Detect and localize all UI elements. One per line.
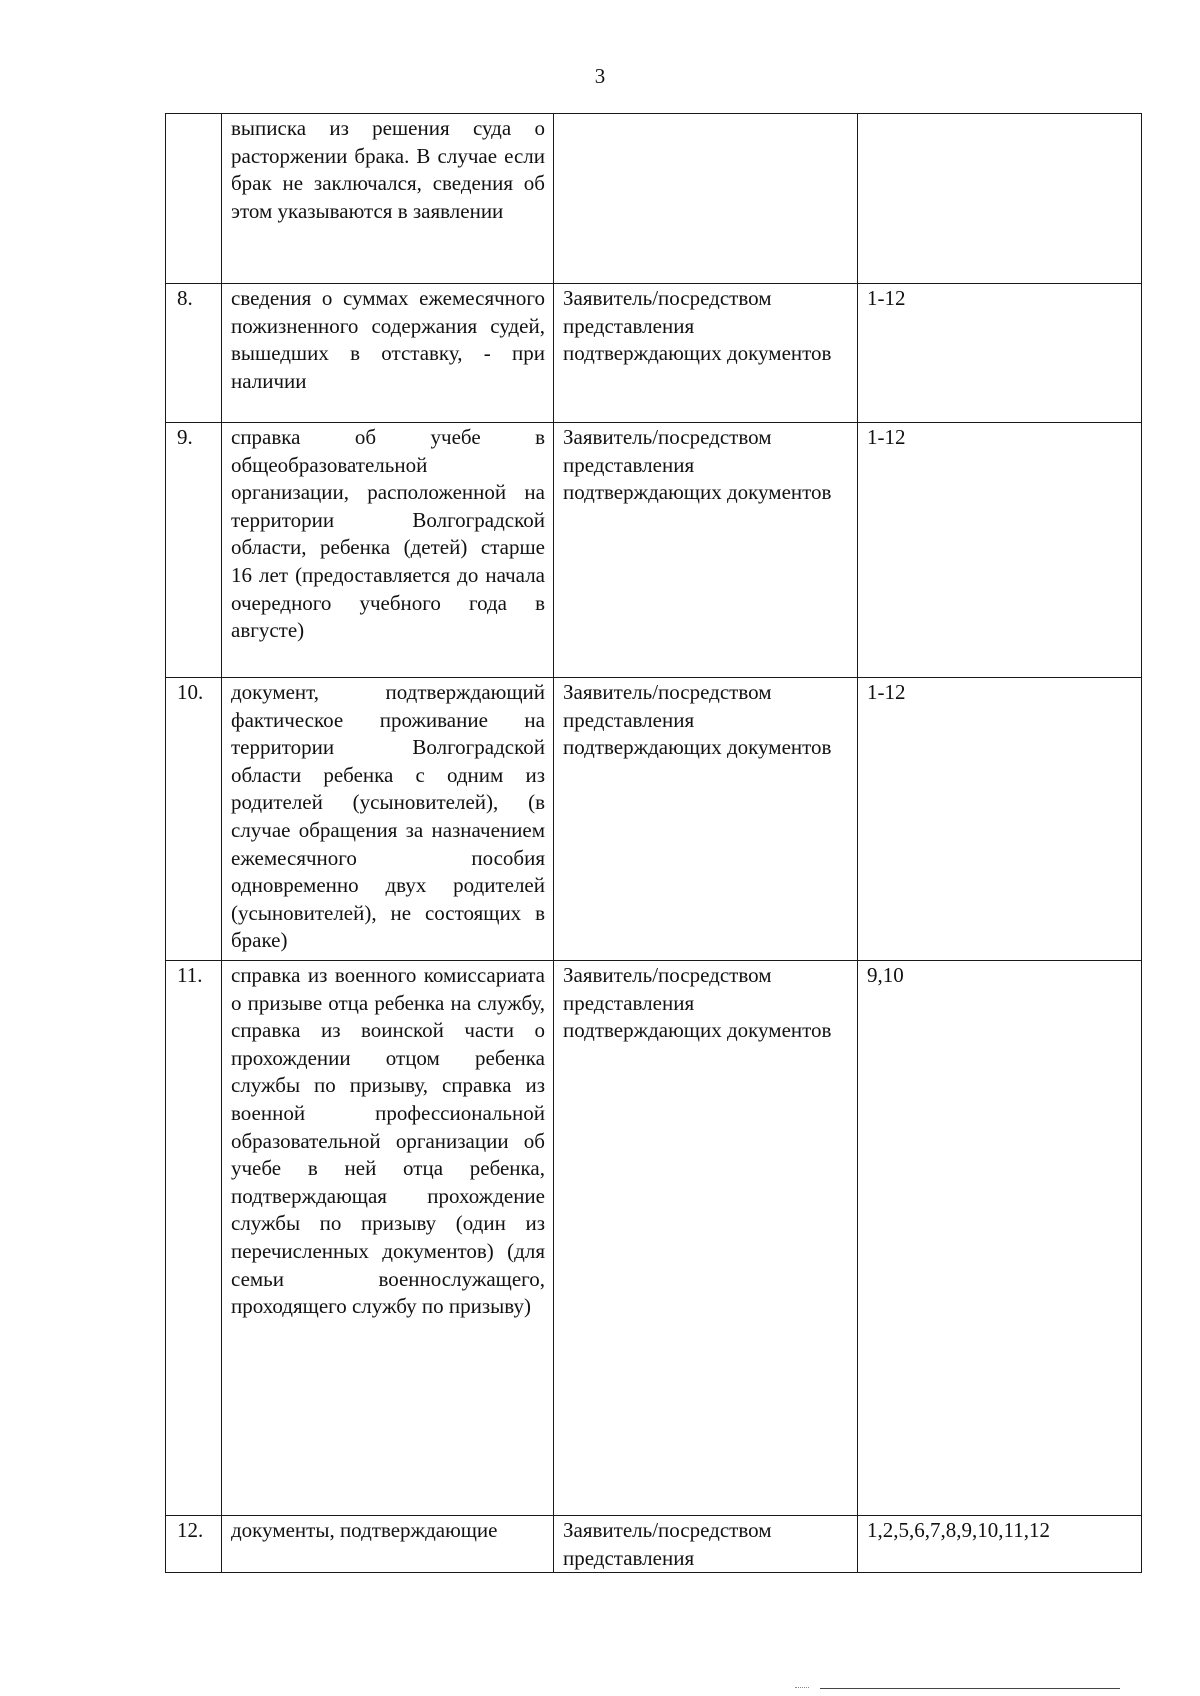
applicable-categories: 1-12: [858, 678, 1142, 961]
row-number: [166, 114, 222, 284]
document-source: Заявитель/посредством представления подтверждающих документов: [554, 284, 858, 423]
footer-rule: [820, 1688, 1120, 1689]
row-number: 9.: [166, 423, 222, 678]
table-row: [166, 284, 1142, 423]
footer-dots: [795, 1687, 809, 1688]
applicable-categories: 1-12: [858, 284, 1142, 423]
row-number: 10.: [166, 678, 222, 961]
document-source: Заявитель/посредством представления подтверждающих документов: [554, 961, 858, 1516]
table-row: [166, 114, 1142, 284]
document-name: справка из военного комиссариата о призыве отца ребенка на службу, справка из воинской части о прохождении отцом ребенка службы по призыву, справка из военной профессиональной образовательной организации об учебе в ней отца ребенка, подтверждающая прохождение службы по призыву (один из перечисленных документов) (для семьи военнослужащего, проходящего службу по призыву): [222, 961, 554, 1516]
applicable-categories: 9,10: [858, 961, 1142, 1516]
document-name: документ, подтверждающий фактическое проживание на территории Волгоградской области ребенка с одним из родителей (усыновителей), (в случае обращения за назначением ежемесячного пособия одновременно двух родителей (усыновителей), не состоящих в браке): [222, 678, 554, 961]
row-number: 11.: [166, 961, 222, 1516]
table-row: [166, 423, 1142, 678]
documents-table: [165, 113, 1142, 1573]
document-source: Заявитель/посредством представления подтверждающих документов: [554, 678, 858, 961]
table-row: [166, 961, 1142, 1516]
table-row: [166, 678, 1142, 961]
document-name: сведения о суммах ежемесячного пожизненного содержания судей, вышедших в отставку, - при наличии: [222, 284, 554, 423]
applicable-categories: 1,2,5,6,7,8,9,10,11,12: [858, 1516, 1142, 1573]
document-source: [554, 114, 858, 284]
document-name: выписка из решения суда о расторжении брака. В случае если брак не заключался, сведения об этом указываются в заявлении: [222, 114, 554, 284]
applicable-categories: [858, 114, 1142, 284]
document-name: документы, подтверждающие: [222, 1516, 554, 1573]
row-number: 8.: [166, 284, 222, 423]
row-number: 12.: [166, 1516, 222, 1573]
document-name: справка об учебе в общеобразовательной организации, расположенной на территории Волгоградской области, ребенка (детей) старше 16 лет (предоставляется до начала очередного учебного года в августе): [222, 423, 554, 678]
applicable-categories: 1-12: [858, 423, 1142, 678]
table-row: [166, 1516, 1142, 1573]
document-source: Заявитель/посредством представления: [554, 1516, 858, 1573]
page-number: 3: [594, 64, 606, 88]
document-source: Заявитель/посредством представления подтверждающих документов: [554, 423, 858, 678]
